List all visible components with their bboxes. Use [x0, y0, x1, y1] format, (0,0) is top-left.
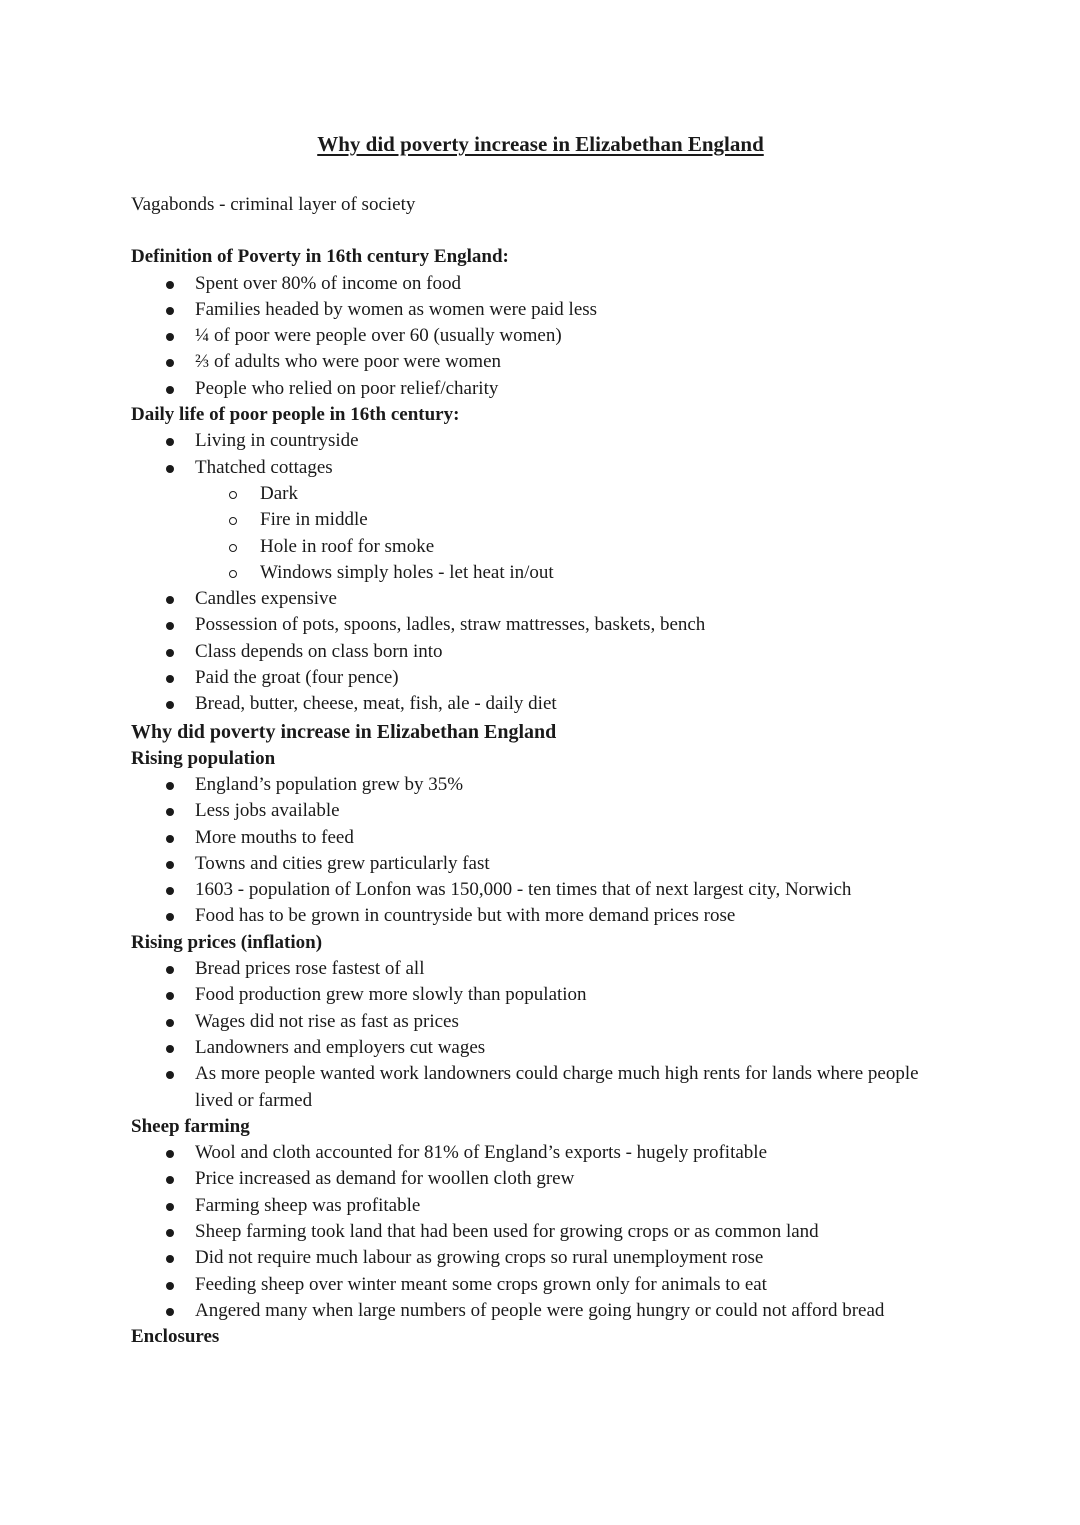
hollow-bullet-icon [229, 544, 237, 552]
bullet-icon [166, 622, 174, 630]
daily-life-list [131, 428, 930, 481]
list-item: Bread prices rose fastest of all [131, 956, 930, 982]
definition-list [131, 271, 930, 402]
intro-line: Vagabonds - criminal layer of society [131, 194, 416, 215]
list-item: ¼ of poor were people over 60 (usually women) [131, 323, 930, 349]
list-item: 1603 - population of Lonfon was 150,000 - ten times that of next largest city, Norwich [131, 877, 930, 903]
bullet-icon [166, 1255, 174, 1263]
list-item: Less jobs available [131, 798, 930, 824]
list-item: Farming sheep was profitable [131, 1193, 930, 1219]
definition-heading: Definition of Poverty in 16th century England: [131, 246, 509, 268]
list-item: Living in countryside [131, 428, 930, 454]
bullet-icon [166, 808, 174, 816]
list-item: Class depends on class born into [131, 639, 930, 665]
list-item: Thatched cottages [131, 455, 930, 481]
bullet-icon [166, 966, 174, 974]
bullet-icon [166, 438, 174, 446]
hollow-bullet-icon [229, 491, 237, 499]
list-item: Paid the groat (four pence) [131, 665, 930, 691]
rising-population-list [131, 772, 930, 930]
list-item: Landowners and employers cut wages [131, 1035, 930, 1061]
list-item: Angered many when large numbers of people were going hungry or could not afford bread [131, 1298, 930, 1324]
bullet-icon [166, 675, 174, 683]
bullet-icon [166, 333, 174, 341]
list-item: Spent over 80% of income on food [131, 271, 930, 297]
list-item: Possession of pots, spoons, ladles, straw mattresses, baskets, bench [131, 612, 930, 638]
bullet-icon [166, 701, 174, 709]
bullet-icon [166, 359, 174, 367]
list-item: Price increased as demand for woollen cloth grew [131, 1166, 930, 1192]
sheep-farming-list [131, 1140, 930, 1324]
list-item: People who relied on poor relief/charity [131, 376, 930, 402]
bullet-icon [166, 649, 174, 657]
sub-list-item: Hole in roof for smoke [131, 534, 930, 560]
bullet-icon [166, 782, 174, 790]
list-item: Wages did not rise as fast as prices [131, 1009, 930, 1035]
page-title: Why did poverty increase in Elizabethan England [317, 132, 764, 156]
list-item: Feeding sheep over winter meant some crops grown only for animals to eat [131, 1272, 930, 1298]
list-item: Candles expensive [131, 586, 930, 612]
list-item: As more people wanted work landowners could charge much high rents for lands where people lived or farmed [131, 1061, 930, 1114]
daily-life-heading: Daily life of poor people in 16th century: [131, 404, 460, 426]
bullet-icon [166, 1150, 174, 1158]
list-item: Food production grew more slowly than population [131, 982, 930, 1008]
list-item: Did not require much labour as growing crops so rural unemployment rose [131, 1245, 930, 1271]
list-item: ⅔ of adults who were poor were women [131, 349, 930, 375]
list-item: England’s population grew by 35% [131, 772, 930, 798]
hollow-bullet-icon [229, 570, 237, 578]
bullet-icon [166, 596, 174, 604]
bullet-icon [166, 1229, 174, 1237]
list-item: Bread, butter, cheese, meat, fish, ale - daily diet [131, 691, 930, 717]
bullet-icon [166, 1045, 174, 1053]
sub-list-item: Dark [131, 481, 930, 507]
rising-population-heading: Rising population [131, 747, 276, 769]
bullet-icon [166, 307, 174, 315]
bullet-icon [166, 861, 174, 869]
enclosures-heading: Enclosures [131, 1326, 220, 1348]
sheep-farming-heading: Sheep farming [131, 1115, 250, 1137]
hollow-bullet-icon [229, 517, 237, 525]
bullet-icon [166, 1071, 174, 1079]
bullet-icon [166, 887, 174, 895]
sub-list-item: Fire in middle [131, 507, 930, 533]
bullet-icon [166, 913, 174, 921]
bullet-icon [166, 281, 174, 289]
list-item: Sheep farming took land that had been used for growing crops or as common land [131, 1219, 930, 1245]
list-item: Food has to be grown in countryside but with more demand prices rose [131, 903, 930, 929]
bullet-icon [166, 1308, 174, 1316]
why-poverty-heading: Why did poverty increase in Elizabethan England [131, 720, 557, 743]
bullet-icon [166, 1176, 174, 1184]
bullet-icon [166, 386, 174, 394]
rising-prices-heading: Rising prices (inflation) [131, 931, 323, 953]
cottage-sub-list [131, 481, 930, 586]
sub-list-item: Windows simply holes - let heat in/out [131, 560, 930, 586]
bullet-icon [166, 992, 174, 1000]
bullet-icon [166, 1282, 174, 1290]
list-item: Wool and cloth accounted for 81% of England’s exports - hugely profitable [131, 1140, 930, 1166]
list-item: Towns and cities grew particularly fast [131, 851, 930, 877]
list-item: More mouths to feed [131, 825, 930, 851]
daily-life-list-continued [131, 586, 930, 717]
bullet-icon [166, 835, 174, 843]
rising-prices-list [131, 956, 930, 1114]
bullet-icon [166, 1019, 174, 1027]
bullet-icon [166, 465, 174, 473]
list-item: Families headed by women as women were paid less [131, 297, 930, 323]
bullet-icon [166, 1203, 174, 1211]
